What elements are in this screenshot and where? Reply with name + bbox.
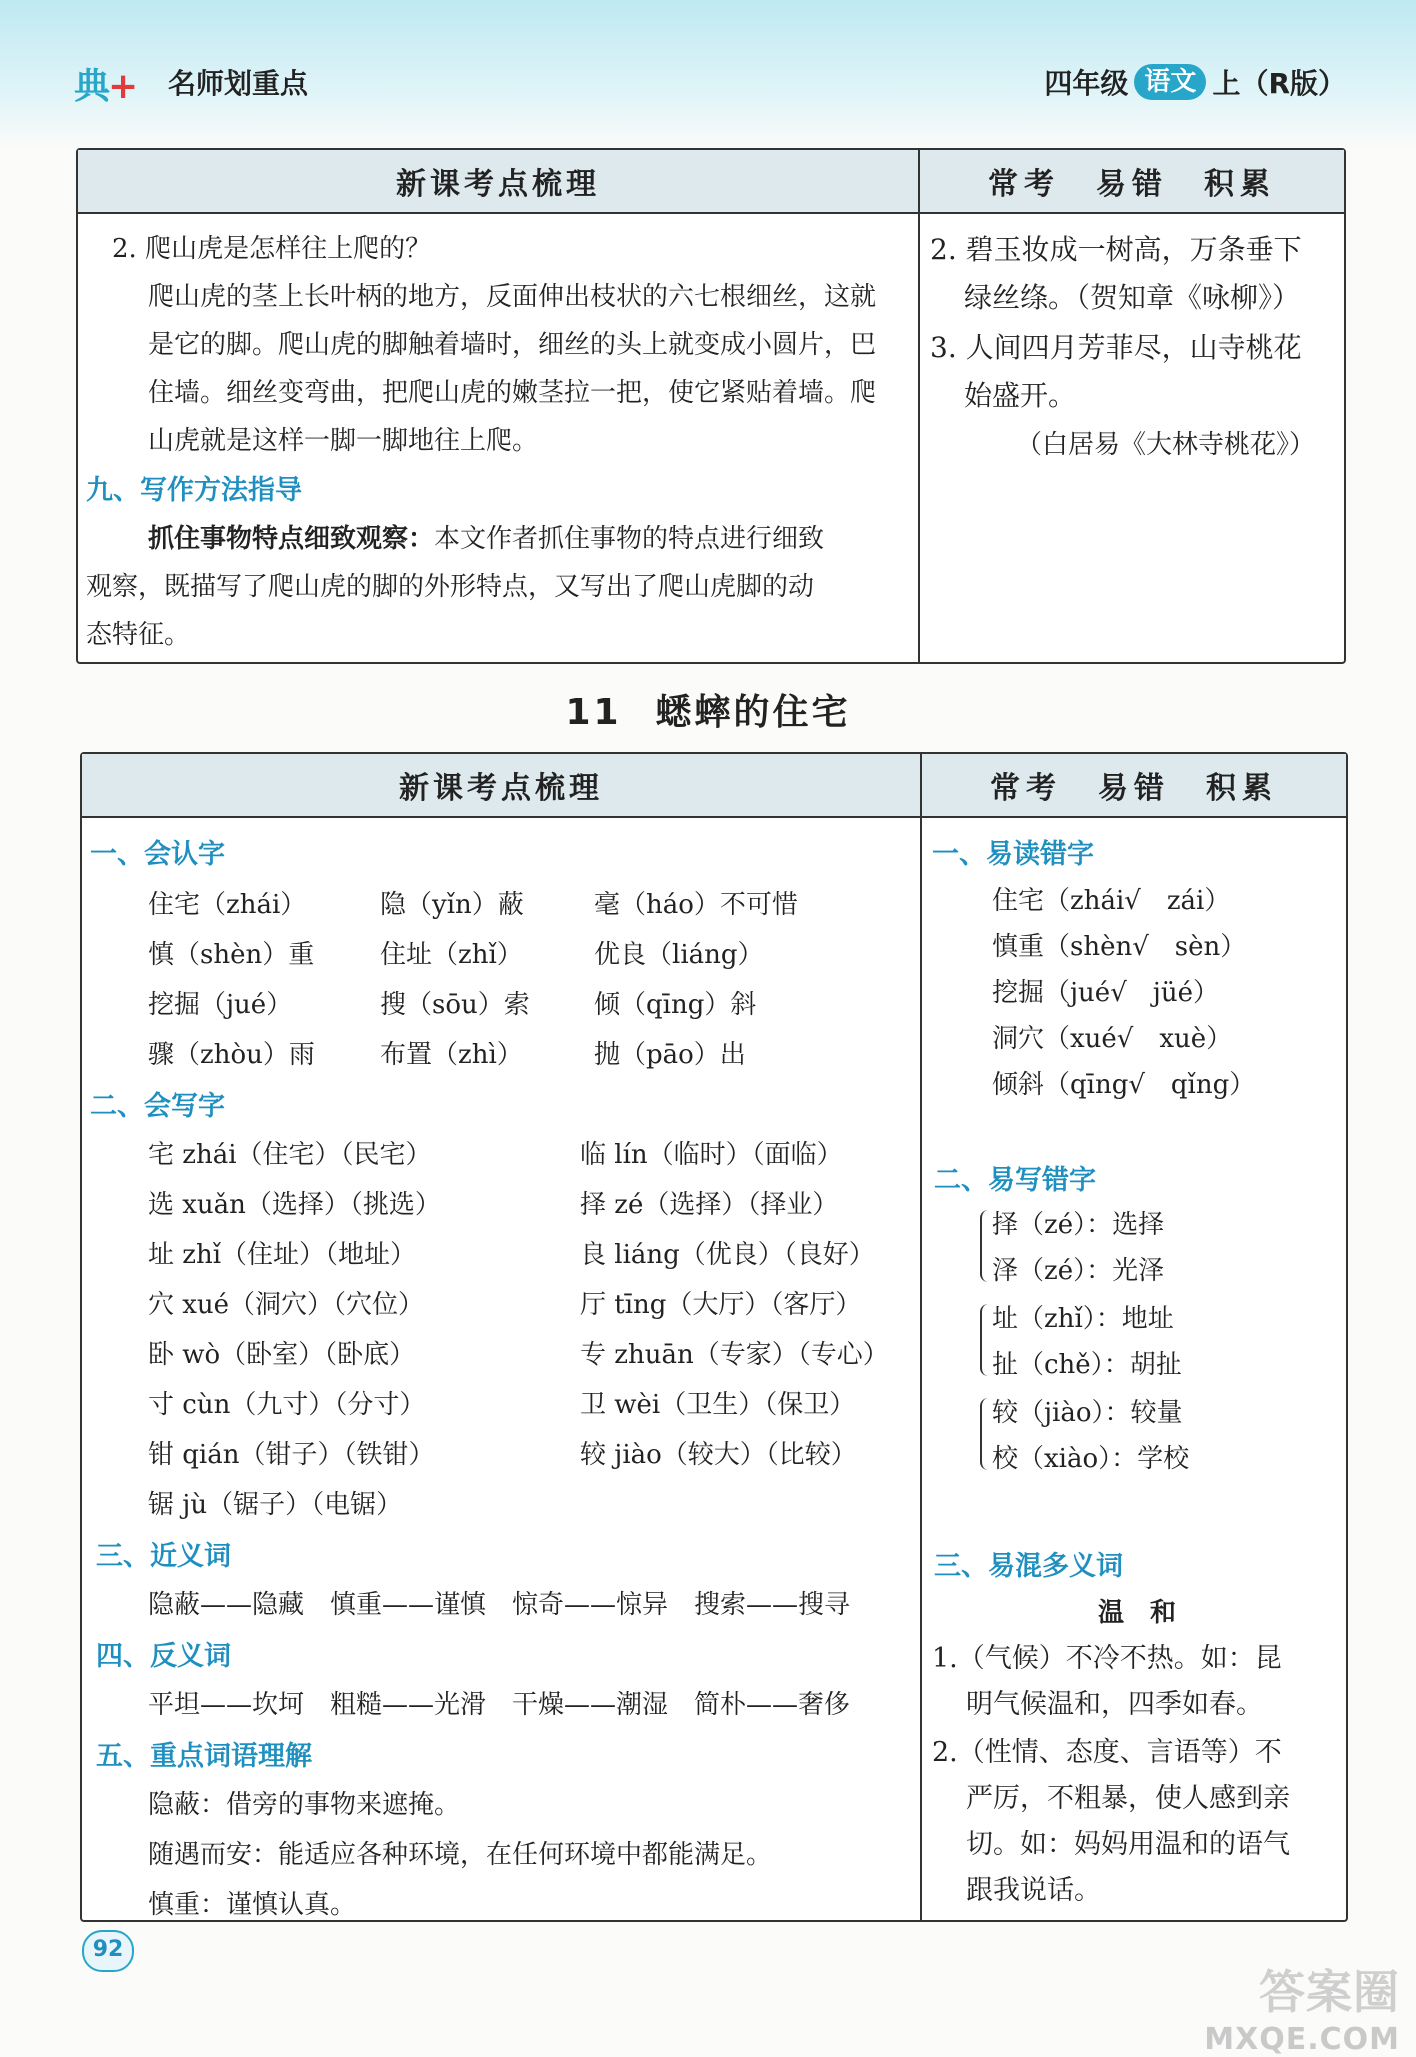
publisher-logo: 典+ xyxy=(74,66,137,107)
word-definition: 隐蔽：借旁的事物来遮掩。 xyxy=(148,1790,461,1820)
write-item: 宅 zhái（住宅）（民宅） xyxy=(148,1140,432,1170)
section-key-words: 五、重点词语理解 xyxy=(96,1741,312,1772)
write-item: 卧 wò（卧室）（卧底） xyxy=(148,1340,416,1370)
recognize-item: 住宅（zhái） xyxy=(148,890,307,920)
miswrite-item: 泽（zé）：光泽 xyxy=(992,1256,1165,1286)
misread-item: 倾斜（qīng√ qǐng） xyxy=(992,1070,1256,1100)
miswrite-item: 较（jiào）：较量 xyxy=(992,1398,1183,1428)
right-column-body xyxy=(920,214,1344,662)
definition-line: 明气候温和，四季如春。 xyxy=(966,1689,1263,1720)
miswrite-item: 址（zhǐ）：地址 xyxy=(992,1304,1174,1334)
misread-item: 住宅（zhái√ zái） xyxy=(992,886,1231,916)
word-definition: 慎重：谨慎认真。 xyxy=(148,1890,357,1920)
watermark: 答案圈 MXQE.COM xyxy=(1204,1965,1400,2057)
method-line: 观察，既描写了爬山虎的脚的外形特点，又写出了爬山虎脚的动 xyxy=(86,572,815,602)
write-item: 卫 wèi（卫生）（保卫） xyxy=(580,1390,856,1420)
definition-line: 切。如：妈妈用温和的语气 xyxy=(966,1829,1290,1860)
poem-line: 3. 人间四月芳菲尽，山寺桃花 xyxy=(930,331,1302,364)
definition-line: 跟我说话。 xyxy=(966,1875,1101,1906)
subject-badge: 语文 xyxy=(1134,64,1206,100)
write-item: 选 xuǎn（选择）（挑选） xyxy=(148,1190,441,1220)
polysemy-word: 温 和 xyxy=(1098,1598,1177,1628)
recognize-item: 抛（pāo）出 xyxy=(594,1040,746,1070)
write-item: 穴 xué（洞穴）（穴位） xyxy=(148,1290,425,1320)
write-item: 钳 qián（钳子）（铁钳） xyxy=(148,1440,435,1470)
right-column-body xyxy=(922,818,1346,1920)
write-item: 良 liáng（优良）（良好） xyxy=(580,1240,875,1270)
recognize-item: 慎（shèn）重 xyxy=(148,940,315,970)
recognize-item: 搜（sōu）索 xyxy=(380,990,530,1020)
write-item: 厅 tīng（大厅）（客厅） xyxy=(580,1290,862,1320)
method-line: 抓住事物特点细致观察：本文作者抓住事物的特点进行细致 xyxy=(148,524,825,554)
right-column-header: 常考 易错 积累 xyxy=(920,150,1344,214)
miswrite-item: 校（xiào）：学校 xyxy=(992,1444,1190,1474)
write-item: 择 zé（选择）（择业） xyxy=(580,1190,839,1220)
right-column xyxy=(920,150,1344,662)
edition-label: 上（R版） xyxy=(1212,67,1346,100)
left-column-header: 新课考点梳理 xyxy=(82,754,920,818)
miswrite-item: 扯（chě）：胡扯 xyxy=(992,1350,1182,1380)
section-polysemy: 三、易混多义词 xyxy=(934,1551,1123,1582)
lesson10-review-table xyxy=(76,148,1346,664)
answer-line: 是它的脚。爬山虎的脚触着墙时，细丝的头上就变成小圆片，巴 xyxy=(148,330,877,360)
write-item: 专 zhuān（专家）（专心） xyxy=(580,1340,889,1370)
section-synonyms: 三、近义词 xyxy=(96,1541,231,1572)
brace xyxy=(980,1398,992,1470)
page-number: 92 xyxy=(82,1930,134,1972)
recognize-item: 挖掘（jué） xyxy=(148,990,293,1020)
right-column-header: 常考 易错 积累 xyxy=(922,754,1346,818)
section-writing-method: 九、写作方法指导 xyxy=(86,475,302,506)
section-write-chars: 二、会写字 xyxy=(90,1091,225,1122)
grade-info xyxy=(1044,62,1346,102)
recognize-item: 倾（qīng）斜 xyxy=(594,990,757,1020)
misread-item: 挖掘（jué√ jüé） xyxy=(992,978,1219,1008)
method-line: 态特征。 xyxy=(86,620,191,650)
series-name: 名师划重点 xyxy=(168,67,309,100)
lesson-name: 蟋蟀的住宅 xyxy=(655,692,851,733)
word-definition: 随遇而安：能适应各种环境，在任何环境中都能满足。 xyxy=(148,1840,773,1870)
definition-line: 1.（气候）不冷不热。如：昆 xyxy=(932,1643,1282,1674)
write-item: 址 zhǐ（住址）（地址） xyxy=(148,1240,417,1270)
recognize-item: 骤（zhòu）雨 xyxy=(148,1040,315,1070)
poem-line: 2. 碧玉妆成一树高，万条垂下 xyxy=(930,233,1302,266)
poem-line: 绿丝绦。（贺知章《咏柳》） xyxy=(964,281,1301,314)
poem-attribution: （白居易《大林寺桃花》） xyxy=(1016,430,1316,460)
brace xyxy=(980,1210,992,1282)
poem-line: 始盛开。 xyxy=(964,379,1077,412)
recognize-item: 毫（háo）不可惜 xyxy=(594,890,798,920)
section-misread-chars: 一、易读错字 xyxy=(932,839,1094,870)
right-column xyxy=(922,754,1346,1920)
miswrite-item: 择（zé）：选择 xyxy=(992,1210,1165,1240)
answer-line: 住墙。细丝变弯曲，把爬山虎的嫩茎拉一把，使它紧贴着墙。爬 xyxy=(148,378,877,408)
lesson-title xyxy=(0,684,1416,735)
definition-line: 严厉，不粗暴，使人感到亲 xyxy=(966,1783,1290,1814)
write-item: 寸 cùn（九寸）（分寸） xyxy=(148,1390,426,1420)
answer-line: 山虎就是这样一脚一脚地往上爬。 xyxy=(148,426,539,456)
section-miswrite-chars: 二、易写错字 xyxy=(934,1165,1096,1196)
brace xyxy=(980,1304,992,1376)
left-column-body xyxy=(82,818,920,1920)
grade-label: 四年级 xyxy=(1044,67,1129,100)
recognize-item: 布置（zhì） xyxy=(380,1040,523,1070)
question-2: 2. 爬山虎是怎样往上爬的？ xyxy=(112,234,432,264)
misread-item: 洞穴（xué√ xuè） xyxy=(992,1024,1233,1054)
recognize-item: 住址（zhǐ） xyxy=(380,940,523,970)
left-column xyxy=(78,150,920,662)
antonyms-line: 平坦——坎坷 粗糙——光滑 干燥——潮湿 简朴——奢侈 xyxy=(148,1690,851,1720)
misread-item: 慎重（shèn√ sèn） xyxy=(992,932,1247,962)
write-item: 锯 jù（锯子）（电锯） xyxy=(148,1490,403,1520)
section-recognize-chars: 一、会认字 xyxy=(90,839,225,870)
left-column-body xyxy=(78,214,918,662)
lesson11-review-table xyxy=(80,752,1348,1922)
answer-line: 爬山虎的茎上长叶柄的地方，反面伸出枝状的六七根细丝，这就 xyxy=(148,282,877,312)
write-item: 较 jiào（较大）（比较） xyxy=(580,1440,857,1470)
recognize-item: 优良（liáng） xyxy=(594,940,764,970)
lesson-number: 11 xyxy=(565,692,622,733)
write-item: 临 lín（临时）（面临） xyxy=(580,1140,843,1170)
left-column xyxy=(82,754,922,1920)
definition-line: 2.（性情、态度、言语等）不 xyxy=(932,1737,1282,1768)
recognize-item: 隐（yǐn）蔽 xyxy=(380,890,524,920)
section-antonyms: 四、反义词 xyxy=(96,1641,231,1672)
left-column-header: 新课考点梳理 xyxy=(78,150,918,214)
synonyms-line: 隐蔽——隐藏 慎重——谨慎 惊奇——惊异 搜索——搜寻 xyxy=(148,1590,851,1620)
